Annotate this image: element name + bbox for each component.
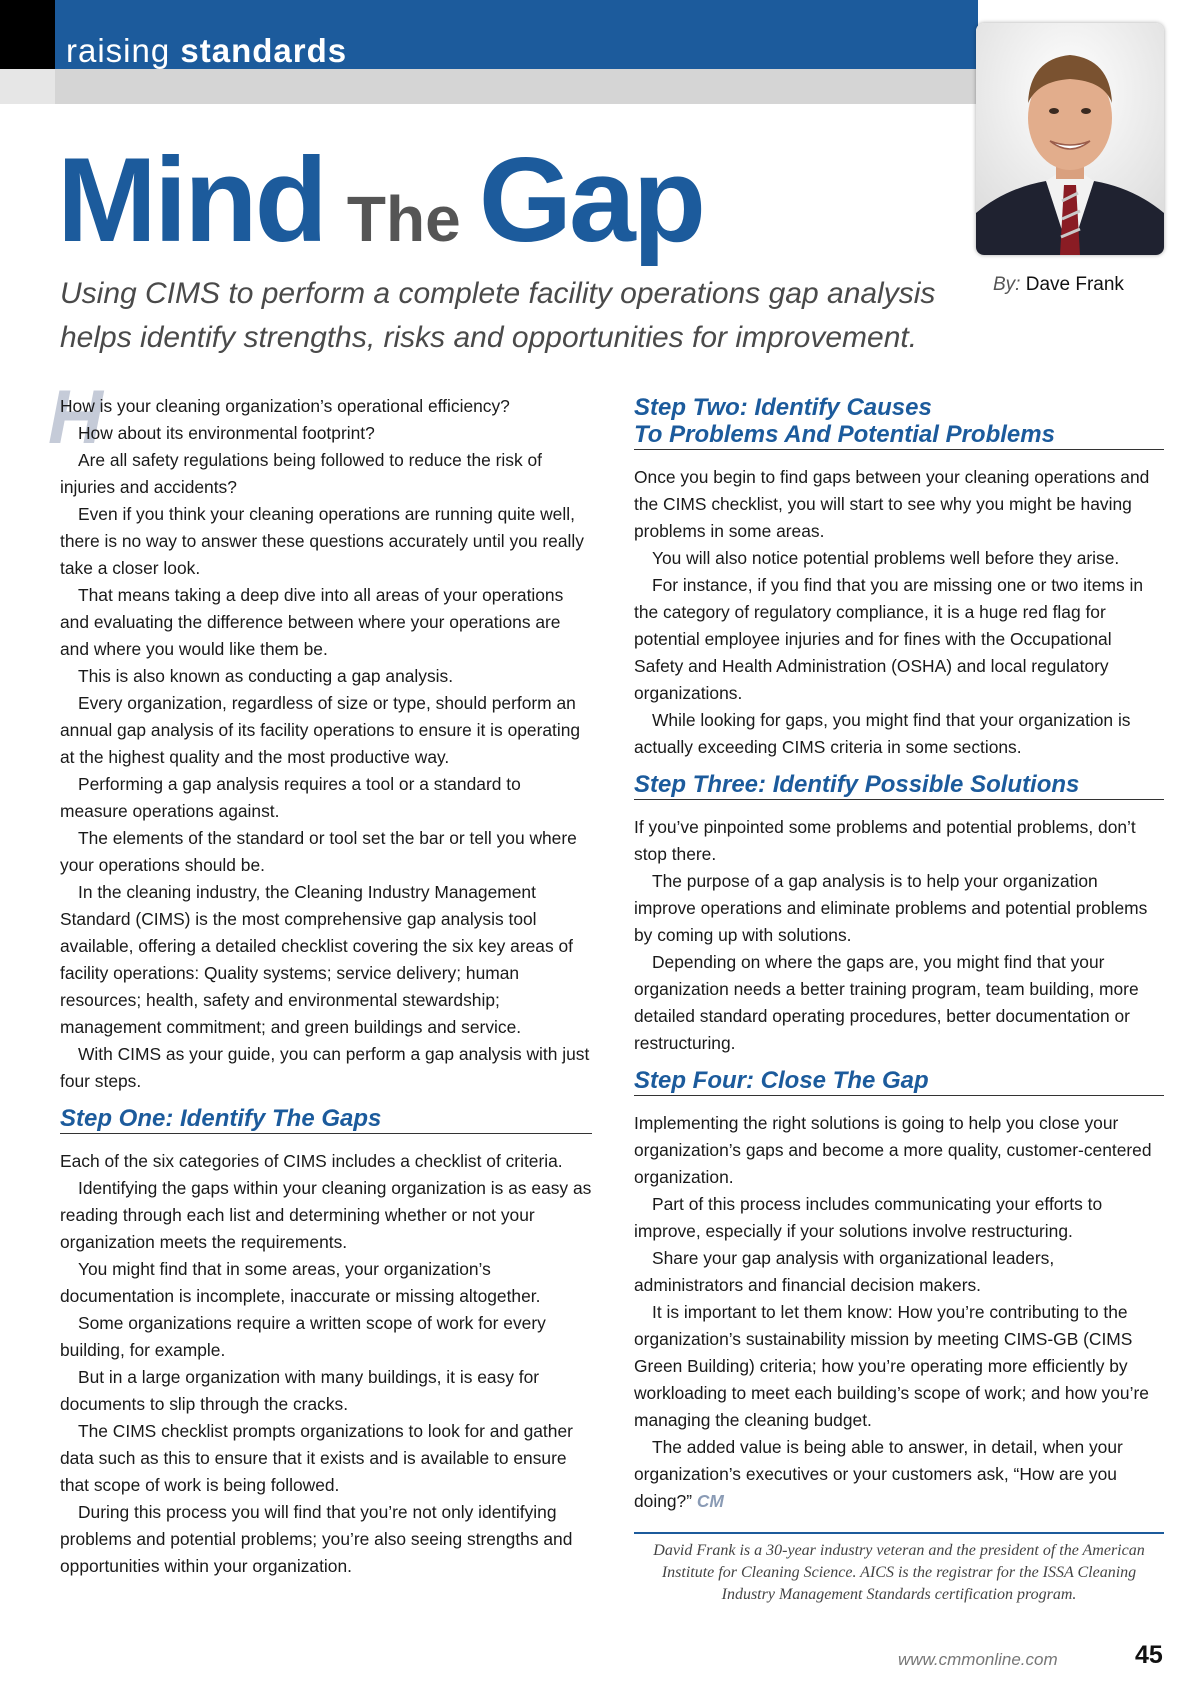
intro-section xyxy=(60,393,592,1095)
step-two-paragraph: While looking for gaps, you might find that your organization is actually exceeding CIMS criteria in some sections. xyxy=(634,710,1131,757)
intro-paragraph: Are all safety regulations being followed to reduce the risk of injuries and accidents? xyxy=(60,450,543,497)
step-three-paragraph: If you’ve pinpointed some problems and potential problems, don’t stop there. xyxy=(634,817,1136,864)
section-label xyxy=(66,34,347,67)
section-label-light: raising xyxy=(66,32,171,69)
step-four-paragraph: Share your gap analysis with organizational leaders, administrators and financial decision makers. xyxy=(634,1248,1055,1295)
step-four-section xyxy=(634,1110,1164,1515)
subtitle: Using CIMS to perform a complete facility operations gap analysis helps identify strengths, risks and opportunities for improvement. xyxy=(60,277,936,354)
step-four-paragraph: Part of this process includes communicating your efforts to improve, especially if your solutions involve restructuring. xyxy=(634,1194,1103,1241)
step-three-paragraph: The purpose of a gap analysis is to help your organization improve operations and eliminate problems and potential problems by coming up with solutions. xyxy=(634,871,1148,945)
step-one-paragraph: You might find that in some areas, your organization’s documentation is incomplete, inaccurate or missing altogether. xyxy=(60,1259,541,1306)
intro-paragraph: How about its environmental footprint? xyxy=(78,423,375,443)
step-two-heading-line2: To Problems And Potential Problems xyxy=(634,421,1055,448)
step-three-paragraph: Depending on where the gaps are, you might find that your organization needs a better training program, team building, more detailed standard operating procedures, better documentation or restructuring. xyxy=(634,952,1139,1053)
left-column xyxy=(60,393,592,1580)
author-name: Dave Frank xyxy=(1025,274,1124,295)
author-photo xyxy=(976,23,1164,255)
right-column xyxy=(634,394,1164,1515)
dropcap: H xyxy=(48,375,103,460)
title-word-mind: Mind xyxy=(57,133,325,267)
end-mark: CM xyxy=(696,1491,724,1511)
step-three-section xyxy=(634,814,1164,1057)
closing-paragraph xyxy=(634,1434,1164,1515)
byline xyxy=(993,274,1124,296)
closing-text: The added value is being able to answer, in detail, when your organization’s executives or your customers ask, “How are you doing?” xyxy=(634,1437,1123,1511)
step-two-section xyxy=(634,464,1164,761)
intro-paragraph: That means taking a deep dive into all areas of your operations and evaluating the difference between where your operations are and where you would like them be. xyxy=(60,585,564,659)
step-one-section xyxy=(60,1148,592,1580)
step-one-heading: Step One: Identify The Gaps xyxy=(60,1105,592,1134)
intro-paragraph: The elements of the standard or tool set the bar or tell you where your operations should be. xyxy=(60,828,577,875)
step-four-heading: Step Four: Close The Gap xyxy=(634,1067,1164,1096)
step-four-paragraph: It is important to let them know: How you’re contributing to the organization’s sustainability mission by meeting CIMS-GB (CIMS Green Building) criteria; how you’re operating more efficiently by workloading to meet each building’s scope of work; and how you’re managing the cleaning budget. xyxy=(634,1302,1149,1430)
step-two-heading xyxy=(634,394,1164,450)
page-number: 45 xyxy=(1135,1641,1163,1669)
step-one-paragraph: The CIMS checklist prompts organizations to look for and gather data such as this to ensure that it exists and is available to ensure that scope of work is being followed. xyxy=(60,1421,573,1495)
author-portrait-image xyxy=(976,23,1164,255)
bio-divider xyxy=(634,1532,1164,1534)
section-label-bold: standards xyxy=(180,32,348,69)
header-black-block xyxy=(0,0,55,69)
footer-url: www.cmmonline.com xyxy=(898,1650,1058,1669)
step-two-paragraph: You will also notice potential problems well before they arise. xyxy=(652,548,1120,568)
step-three-heading: Step Three: Identify Possible Solutions xyxy=(634,771,1164,800)
step-one-paragraph: During this process you will find that you’re not only identifying problems and potential problems; you’re also seeing strengths and opportunities within your organization. xyxy=(60,1502,573,1576)
page-title xyxy=(57,133,704,267)
header-gray-bar xyxy=(55,69,978,104)
intro-paragraph: Even if you think your cleaning operations are running quite well, there is no way to answer these questions accurately until you really take a closer look. xyxy=(60,504,584,578)
step-two-heading-line1: Step Two: Identify Causes xyxy=(634,394,932,421)
author-bio: David Frank is a 30-year industry veteran and the president of the American Institute for Cleaning Science. AICS is the registrar for the ISSA Cleaning Industry Management Standards certification program. xyxy=(653,1542,1145,1603)
intro-paragraph: Performing a gap analysis requires a tool or a standard to measure operations against. xyxy=(60,774,521,821)
intro-paragraph: In the cleaning industry, the Cleaning Industry Management Standard (CIMS) is the most comprehensive gap analysis tool available, offering a detailed checklist covering the six key areas of facility operations: Quality systems; service delivery; human resources; health, safety and environmental stewardship; management commitment; and green buildings and service. xyxy=(60,882,573,1037)
step-four-paragraph: Implementing the right solutions is going to help you close your organization’s gaps and become a more quality, customer-centered organization. xyxy=(634,1113,1152,1187)
step-one-paragraph: But in a large organization with many buildings, it is easy for documents to slip through the cracks. xyxy=(60,1367,540,1414)
byline-prefix: By: xyxy=(993,274,1021,295)
intro-paragraph: Every organization, regardless of size or type, should perform an annual gap analysis of its facility operations to ensure it is operating at the highest quality and the most productive way. xyxy=(60,693,581,767)
intro-paragraph: This is also known as conducting a gap analysis. xyxy=(78,666,454,686)
step-two-paragraph: Once you begin to find gaps between your cleaning operations and the CIMS checklist, you will start to see why you might be having problems in some areas. xyxy=(634,467,1150,541)
intro-paragraph: How is your cleaning organization’s operational efficiency? xyxy=(60,396,510,416)
title-word-gap: Gap xyxy=(478,133,704,267)
title-word-the: The xyxy=(346,183,461,255)
step-one-paragraph: Identifying the gaps within your cleaning organization is as easy as reading through each list and determining whether or not your organization meets the requirements. xyxy=(60,1178,592,1252)
step-one-paragraph: Some organizations require a written scope of work for every building, for example. xyxy=(60,1313,546,1360)
intro-paragraph: With CIMS as your guide, you can perform a gap analysis with just four steps. xyxy=(60,1044,590,1091)
header-left-gray-block xyxy=(0,69,55,104)
step-one-paragraph: Each of the six categories of CIMS includes a checklist of criteria. xyxy=(60,1151,563,1171)
step-two-paragraph: For instance, if you find that you are missing one or two items in the category of regulatory compliance, it is a huge red flag for potential employee injuries and for fines with the Occupational Safety and Health Administration (OSHA) and local regulatory organizations. xyxy=(634,575,1144,703)
